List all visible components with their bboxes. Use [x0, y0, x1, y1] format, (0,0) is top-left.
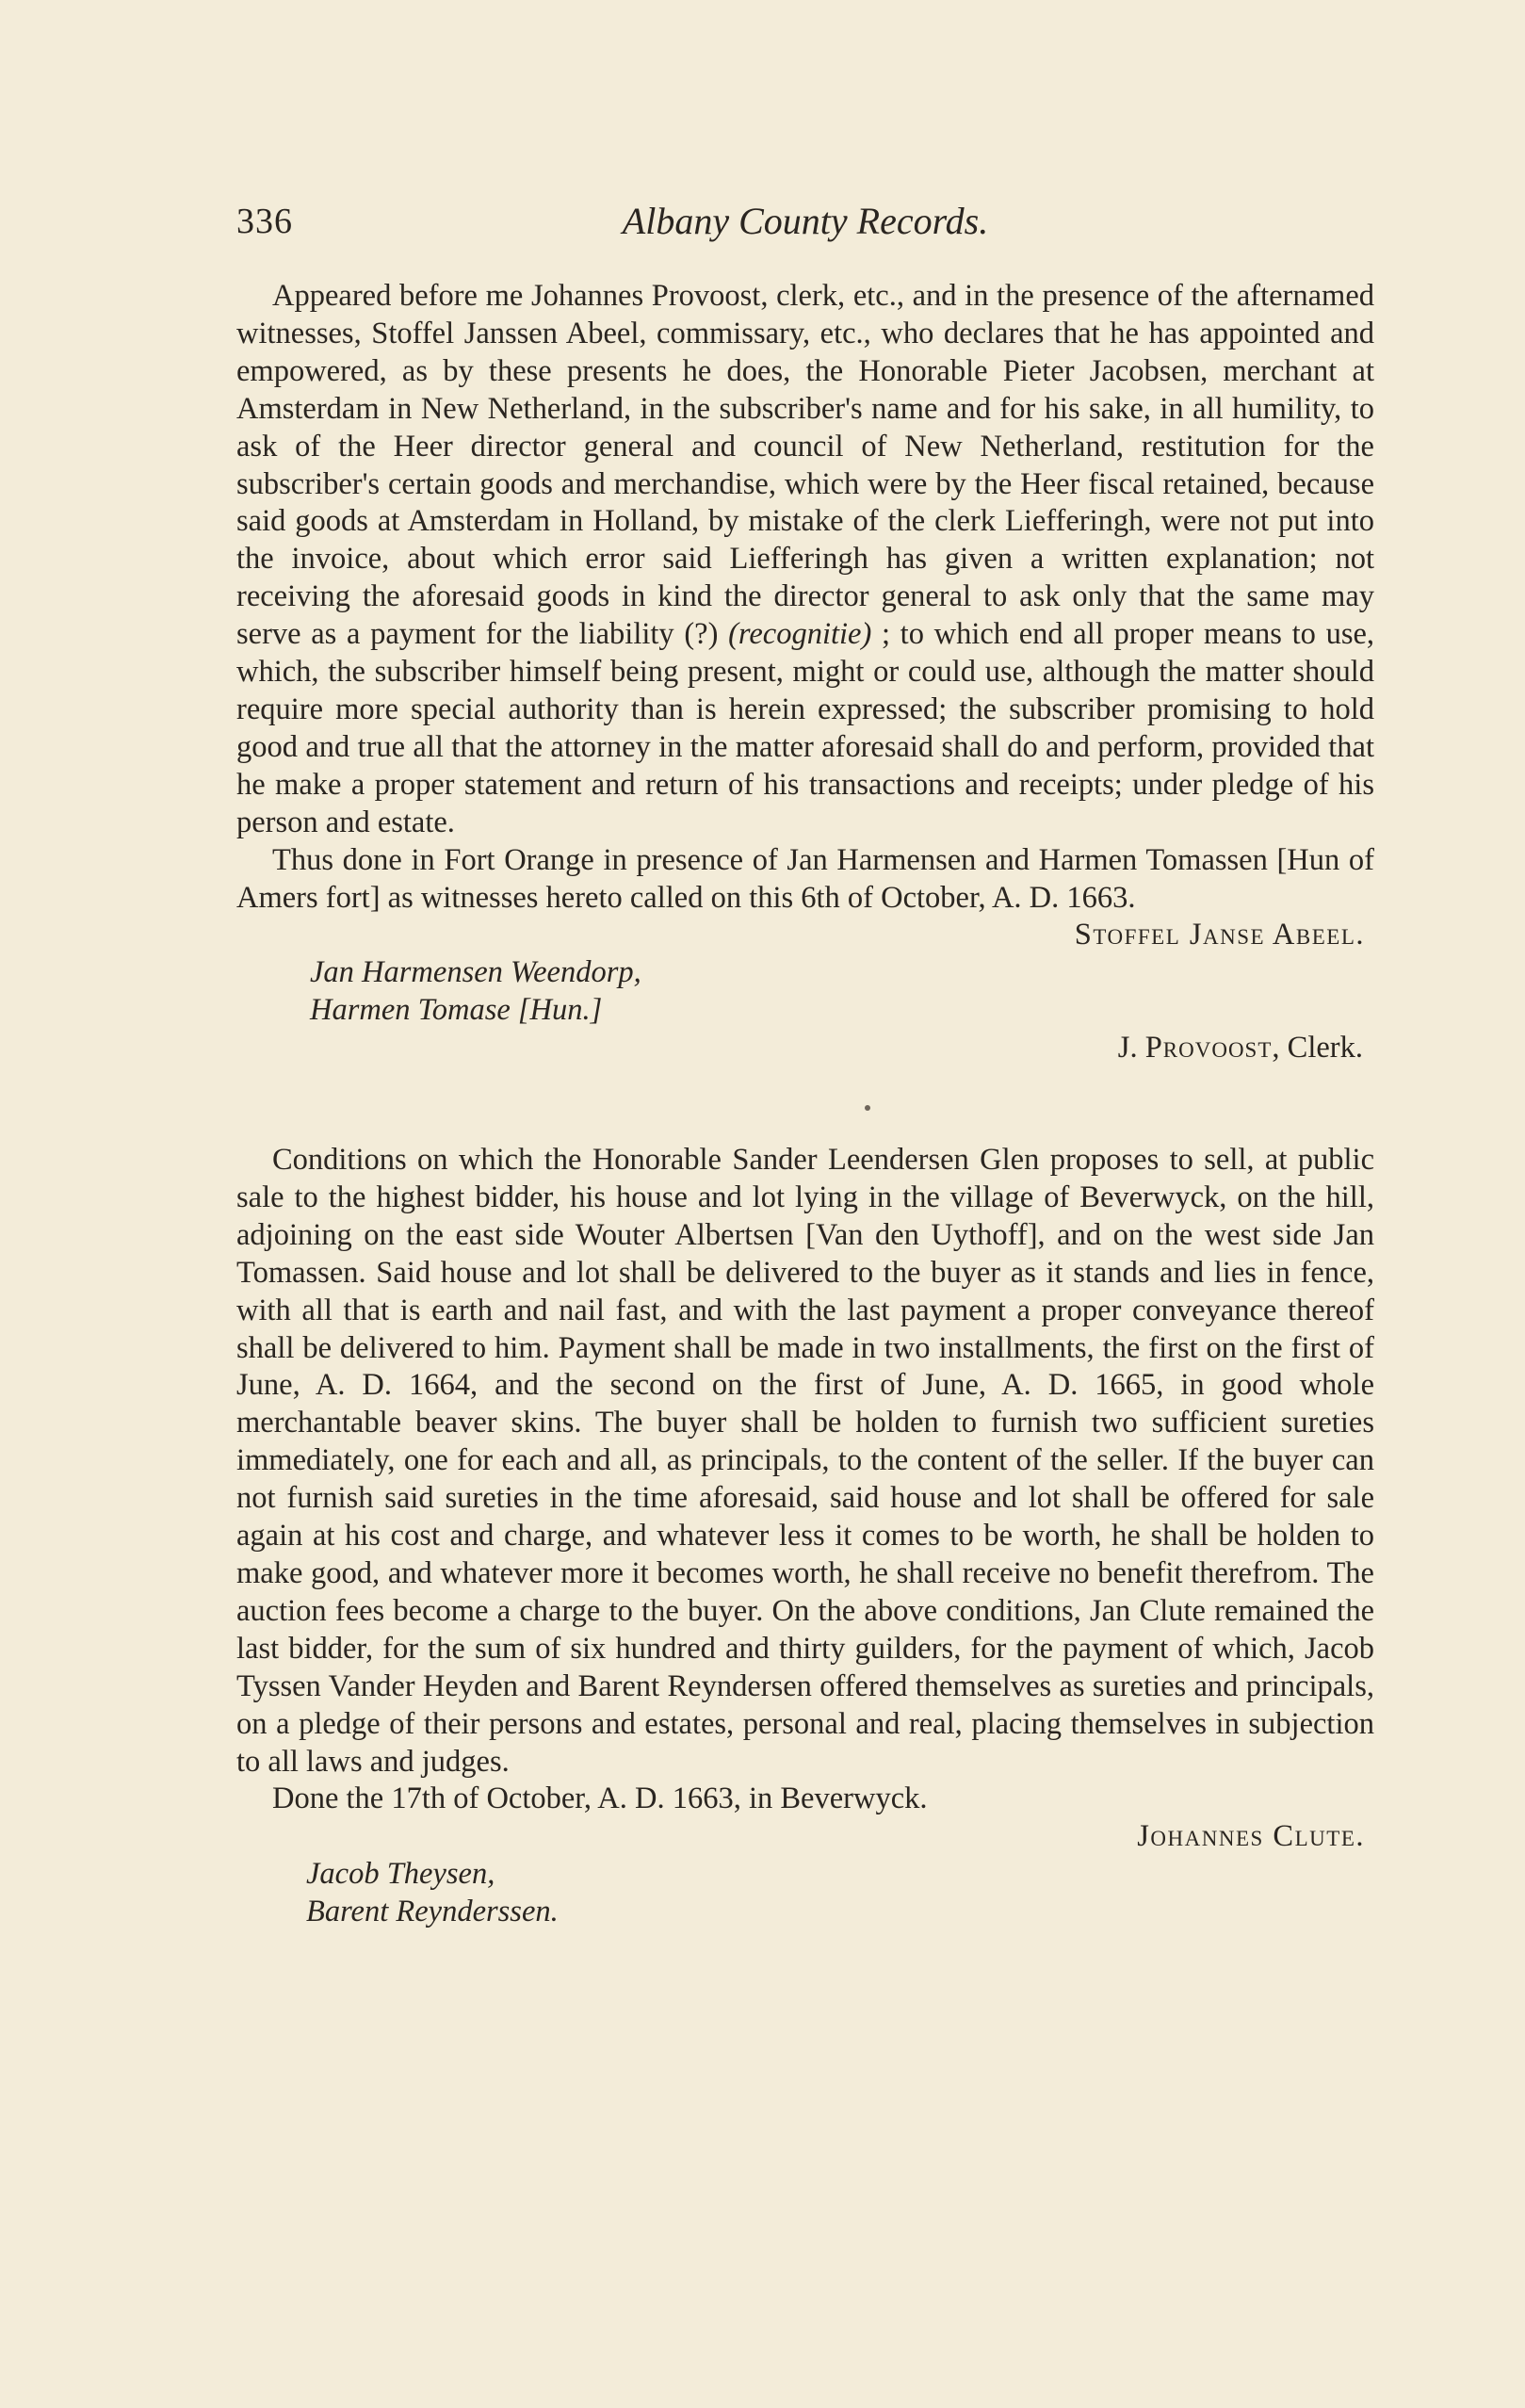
clerk-title: , Clerk. — [1272, 1031, 1363, 1066]
clerk-name: Provoost — [1144, 1031, 1273, 1066]
clerk-initial: J. — [1117, 1031, 1145, 1066]
running-title: Albany County Records. — [622, 200, 989, 242]
deed1-witness1: Jan Harmensen Weendorp, — [310, 955, 641, 990]
page-header — [236, 193, 1374, 250]
deed2-paragraph1: Conditions on which the Honorable Sander Leendersen Glen proposes to sell, at public sale to the highest bidder, his house and lot lying in the village of Beverwyck, on the hill, adjoining on the east side Wouter Albertsen [Van den Uythoff], and on the west side Jan Tomassen. Said house and lot shall be delivered to the buyer as it stands and lies in fence, with all that is earth and nail fast, and with the last payment a proper conveyance thereof shall be delivered to him. Payment shall be made in two installments, the first on the first of June, A. D. 1664, and the second on the first of June, A. D. 1665, in good whole merchantable beaver skins. The buyer shall be holden to furnish two sufficient sureties immediately, one for each and all, as principals, to the content of the seller. If the buyer can not furnish said sureties in the time aforesaid, said house and lot shall be offered for sale again at his cost and charge, and whatever less it comes to be worth, he shall be holden to make good, and whatever more it becomes worth, he shall receive no benefit therefrom. The auction fees become a charge to the buyer. On the above conditions, Jan Clute remained the last bidder, for the sum of six hundred and thirty guilders, for the payment of which, Jacob Tyssen Vander Heyden and Barent Reyndersen offered themselves as sureties and principals, on a pledge of their persons and estates, personal and real, placing themselves in subjection to all laws and judges. — [236, 1143, 1374, 1779]
deed2-witness2: Barent Reynderssen. — [306, 1895, 559, 1929]
deed2-signature: Johannes Clute. — [1137, 1819, 1365, 1854]
section-separator — [236, 1067, 1374, 1142]
deed1-paragraph1-text: Appeared before me Johannes Provoost, clerk, etc., and in the presence of the afternamed witnesses, Stoffel Janssen Abeel, commissary, etc., who declares that he has appointed and empowered, as by these presents he does, the Honorable Pieter Jacobsen, merchant at Amsterdam in New Netherland, in the subscriber's name and for his sake, in all humility, to ask of the Heer director general and council of New Netherland, restitution for the subscriber's certain goods and merchandise, which were by the Heer fiscal retained, because said goods at Amsterdam in Holland, by mistake of the clerk Liefferingh, were not put into the invoice, about which error said Liefferingh has given a written explanation; not receiving the aforesaid goods in kind the director general to ask only that the same may serve as a payment for the liability (?) — [236, 279, 1374, 652]
deed2-witness1: Jacob Theysen, — [306, 1857, 495, 1892]
deed1-paragraph1 — [236, 278, 1374, 842]
deed2-paragraph2: Done the 17th of October, A. D. 1663, in Beverwyck. — [272, 1782, 928, 1816]
separator-dot — [865, 1105, 870, 1111]
document-page — [236, 193, 1374, 1931]
deed1-clerk-signature — [236, 1030, 1374, 1067]
recognitie-term: (recognitie) — [728, 617, 872, 652]
deed1-paragraph1-end: ; to which end all proper means to use, which, the subscriber himself being present, might or could use, although the matter should require more special authority than is herein expressed; the subscriber promising to hold good and true all that the attorney in the matter aforesaid shall do and perform, provided that he make a proper statement and return of his transactions and receipts; under pledge of his person and estate. — [236, 617, 1375, 839]
deed1-paragraph2: Thus done in Fort Orange in presence of Jan Harmensen and Harmen Tomassen [Hun of Amers fort] as witnesses hereto called on this 6th of October, A. D. 1663. — [236, 842, 1374, 915]
deed1-witness2: Harmen Tomase [Hun.] — [310, 993, 603, 1028]
page-number: 336 — [236, 202, 293, 241]
deed1-signature: Stoffel Janse Abeel. — [1074, 918, 1365, 952]
document-body — [236, 278, 1374, 1931]
